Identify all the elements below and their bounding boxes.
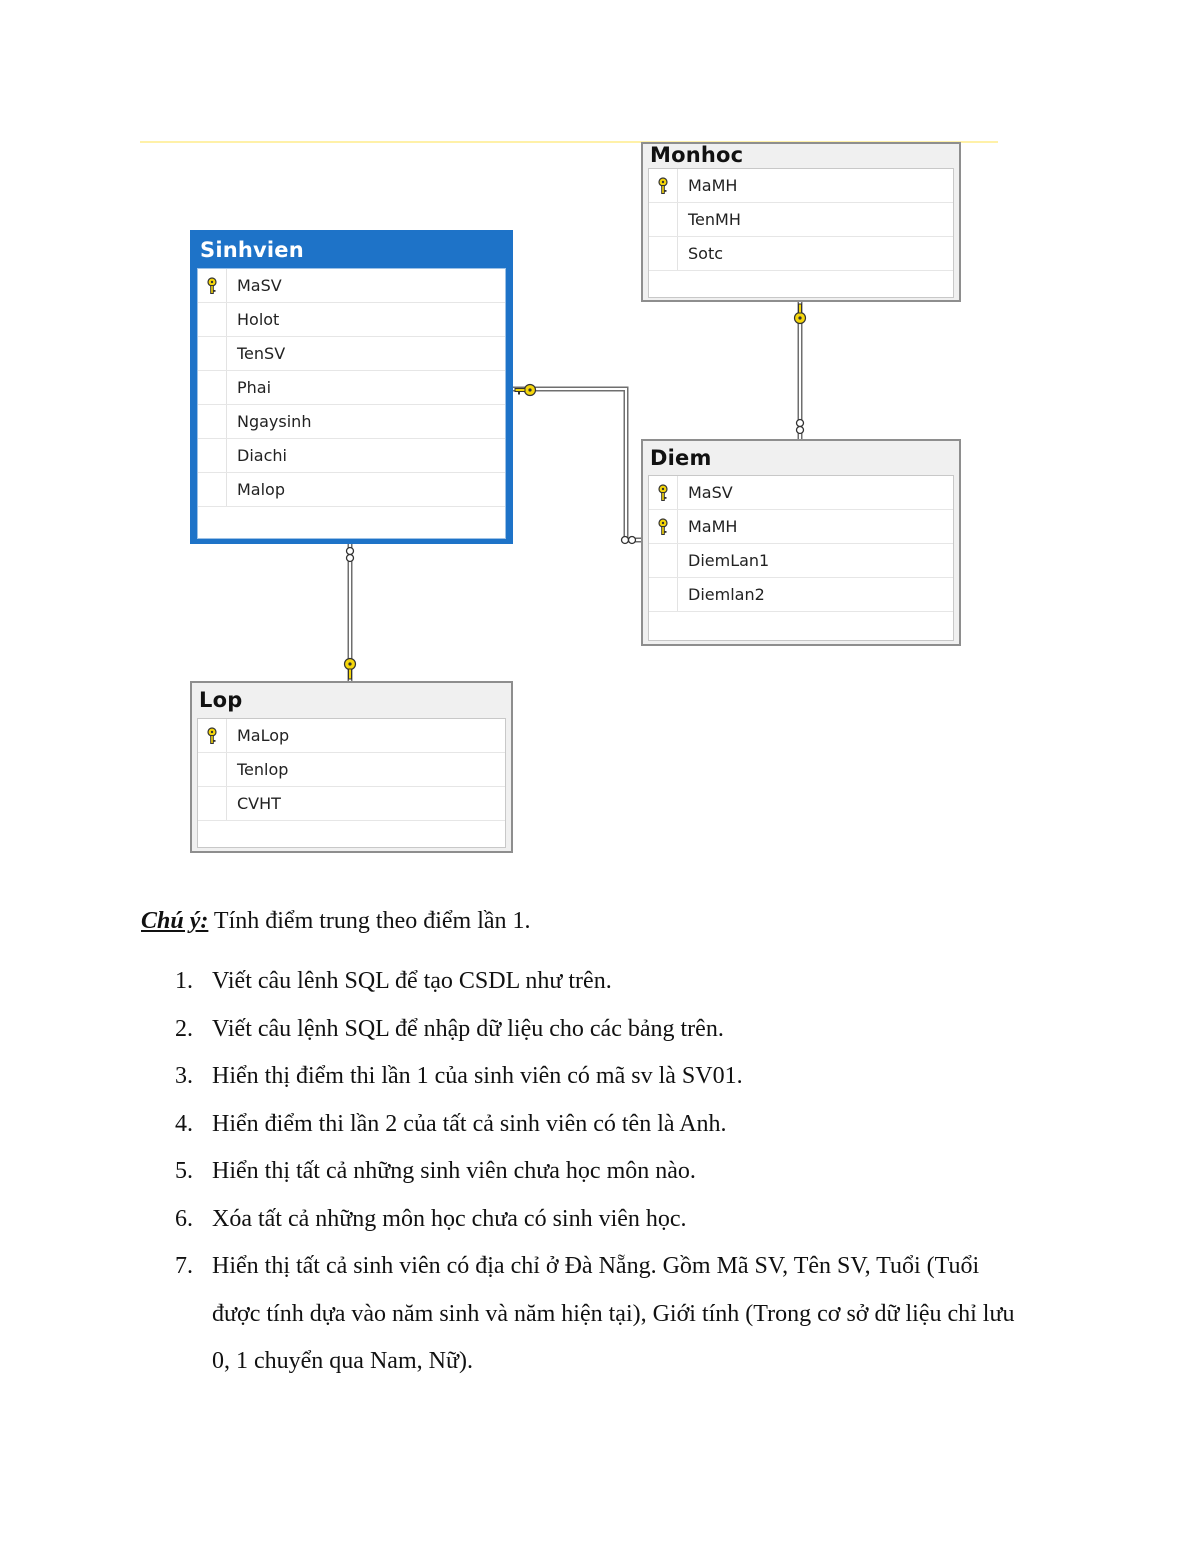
column-row[interactable]: [198, 439, 505, 473]
task-item: [141, 1006, 1061, 1054]
task-item: [141, 1243, 1032, 1386]
task-number: 6.: [175, 1205, 193, 1232]
column-row[interactable]: [649, 169, 953, 203]
column-name: MaSV: [237, 276, 282, 295]
column-row[interactable]: [649, 510, 953, 544]
column-grid: [648, 168, 954, 298]
column-row[interactable]: [198, 371, 505, 405]
task-text: Viết câu lênh SQL để tạo CSDL như trên.: [212, 968, 612, 994]
column-name: Diemlan2: [688, 585, 765, 604]
primary-key-icon: [205, 277, 219, 295]
row-gutter: [198, 787, 227, 820]
task-text: Hiển thị điểm thi lần 1 của sinh viên có mã sv là SV01.: [212, 1063, 743, 1089]
key-endpoint-icon: [515, 385, 536, 396]
task-number: 7.: [175, 1253, 193, 1279]
task-text: Hiển thị tất cả sinh viên có địa chỉ ở Đà Nẵng. Gồm Mã SV, Tên SV, Tuổi (Tuổi được tính dựa vào năm sinh và năm hiện tại), Giới tính (Trong cơ sở dữ liệu chỉ lưu 0, 1 chuyển qua Nam, Nữ).: [212, 1253, 1015, 1374]
row-gutter: [198, 719, 227, 752]
task-number: 1.: [175, 968, 193, 994]
row-gutter: [198, 439, 227, 472]
column-name: Tenlop: [237, 760, 289, 779]
column-row[interactable]: [198, 269, 505, 303]
column-name: DiemLan1: [688, 551, 770, 570]
task-item: [141, 1053, 1061, 1101]
column-row[interactable]: [198, 405, 505, 439]
empty-row[interactable]: [198, 821, 505, 847]
column-row[interactable]: [649, 578, 953, 612]
column-row[interactable]: [649, 237, 953, 271]
row-gutter: [649, 476, 678, 509]
key-endpoint-icon: [345, 659, 356, 680]
table-title: Lop: [199, 688, 243, 712]
column-row[interactable]: [198, 753, 505, 787]
table-lop[interactable]: [190, 681, 513, 853]
column-row[interactable]: [198, 337, 505, 371]
row-gutter: [649, 544, 678, 577]
task-text: Viết câu lệnh SQL để nhập dữ liệu cho các bảng trên.: [212, 1015, 724, 1042]
primary-key-icon: [656, 177, 670, 195]
task-number: 2.: [175, 1015, 193, 1042]
task-item: [141, 1148, 1061, 1196]
table-title: Diem: [650, 446, 712, 470]
row-gutter: [649, 237, 678, 270]
column-row[interactable]: [198, 719, 505, 753]
task-item: [141, 1101, 1061, 1149]
row-gutter: [198, 269, 227, 302]
row-gutter: [198, 473, 227, 506]
row-gutter: [198, 303, 227, 336]
table-title: Monhoc: [650, 143, 744, 167]
primary-key-icon: [205, 727, 219, 745]
empty-row[interactable]: [649, 612, 953, 640]
column-grid: [197, 718, 506, 848]
primary-key-icon: [656, 484, 670, 502]
column-name: Phai: [237, 378, 272, 397]
column-grid: [197, 268, 506, 539]
row-gutter: [198, 405, 227, 438]
column-grid: [648, 475, 954, 641]
task-list: [141, 958, 1061, 1386]
column-name: MaMH: [688, 517, 738, 536]
column-name: MaMH: [688, 176, 738, 195]
note-label: Chú ý:: [141, 908, 209, 934]
column-name: Malop: [237, 480, 285, 499]
column-row[interactable]: [649, 544, 953, 578]
empty-row[interactable]: [198, 507, 505, 540]
task-number: 3.: [175, 1063, 193, 1089]
table-sinhvien[interactable]: [190, 230, 513, 544]
table-diem[interactable]: [641, 439, 961, 646]
task-text: Hiển điểm thi lần 2 của tất cả sinh viên có tên là Anh.: [212, 1110, 727, 1137]
column-row[interactable]: [198, 473, 505, 507]
row-gutter: [649, 169, 678, 202]
empty-row[interactable]: [649, 271, 953, 297]
column-name: CVHT: [237, 794, 281, 813]
row-gutter: [198, 753, 227, 786]
column-name: MaSV: [688, 483, 733, 502]
column-row[interactable]: [198, 303, 505, 337]
task-text: Hiển thị tất cả những sinh viên chưa học môn nào.: [212, 1158, 696, 1184]
task-item: [141, 958, 1061, 1006]
row-gutter: [198, 337, 227, 370]
column-name: Holot: [237, 310, 280, 329]
row-gutter: [649, 510, 678, 543]
column-name: TenSV: [237, 344, 286, 363]
primary-key-icon: [656, 518, 670, 536]
task-number: 4.: [175, 1110, 193, 1137]
note-paragraph: [141, 904, 1061, 938]
column-row[interactable]: [649, 476, 953, 510]
column-name: MaLop: [237, 726, 290, 745]
task-text: Xóa tất cả những môn học chưa có sinh viên học.: [212, 1205, 687, 1232]
task-item: [141, 1196, 1061, 1244]
column-name: Ngaysinh: [237, 412, 312, 431]
note-text: Tính điểm trung theo điểm lần 1.: [208, 908, 531, 934]
table-title: Sinhvien: [200, 238, 304, 262]
relationship-sinhvien-diem[interactable]: [512, 389, 642, 540]
table-monhoc[interactable]: [641, 142, 961, 302]
task-number: 5.: [175, 1158, 193, 1184]
column-name: Diachi: [237, 446, 287, 465]
row-gutter: [649, 203, 678, 236]
column-row[interactable]: [198, 787, 505, 821]
row-gutter: [649, 578, 678, 611]
key-endpoint-icon: [795, 304, 806, 324]
column-name: TenMH: [688, 210, 741, 229]
column-name: Sotc: [688, 244, 724, 263]
row-gutter: [198, 371, 227, 404]
column-row[interactable]: [649, 203, 953, 237]
